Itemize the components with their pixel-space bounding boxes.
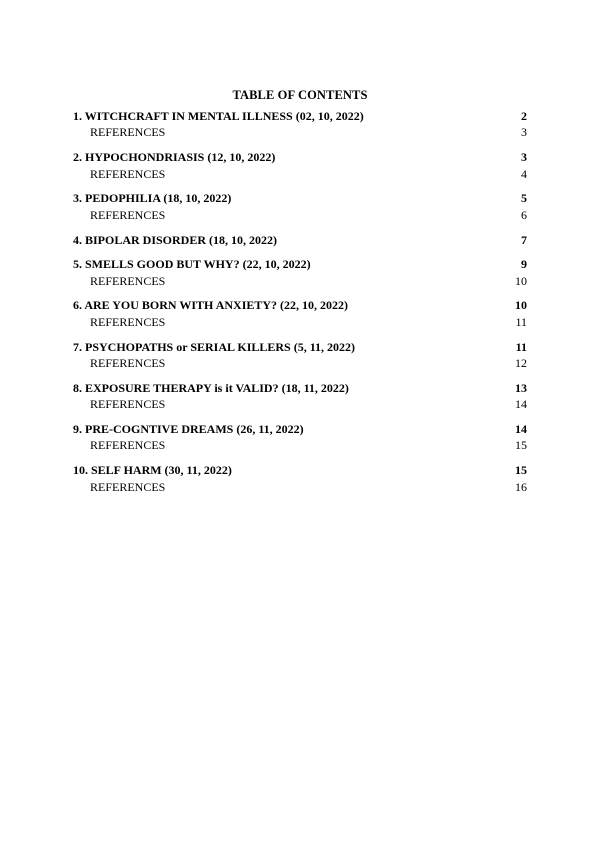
toc-page-number: 5 bbox=[521, 191, 527, 206]
toc-subentry-5[interactable] bbox=[73, 273, 527, 289]
toc-subentry-3[interactable] bbox=[73, 207, 527, 223]
toc-page-number: 10 bbox=[515, 273, 527, 288]
toc-subentry-title: REFERENCES bbox=[90, 207, 166, 222]
toc-entry-title: 5. SMELLS GOOD BUT WHY? (22, 10, 2022) bbox=[73, 257, 311, 272]
toc-entry-title: 6. ARE YOU BORN WITH ANXIETY? (22, 10, 2022) bbox=[73, 298, 349, 313]
toc-group-5 bbox=[73, 256, 527, 289]
toc-subentry-title: REFERENCES bbox=[90, 438, 166, 453]
toc-entry-title: 1. WITCHCRAFT IN MENTAL ILLNESS (02, 10, 2022) bbox=[73, 109, 364, 123]
toc-group-8 bbox=[73, 380, 527, 413]
toc-entry-7[interactable] bbox=[73, 339, 527, 355]
toc-page-number: 15 bbox=[515, 463, 527, 478]
toc-subentry-title: REFERENCES bbox=[90, 273, 166, 288]
toc-page-number: 3 bbox=[521, 125, 527, 140]
toc-entry-4[interactable] bbox=[73, 232, 527, 248]
toc-subentry-title: REFERENCES bbox=[90, 314, 166, 329]
toc-page-number: 16 bbox=[515, 479, 527, 494]
toc-subentry-10[interactable] bbox=[73, 479, 527, 495]
toc-entry-title: 2. HYPOCHONDRIASIS (12, 10, 2022) bbox=[73, 150, 276, 165]
toc-entry-10[interactable] bbox=[73, 462, 527, 478]
toc-entry-9[interactable] bbox=[73, 421, 527, 437]
toc-page-number: 4 bbox=[521, 166, 527, 181]
toc-entry-title: 4. BIPOLAR DISORDER (18, 10, 2022) bbox=[73, 232, 278, 247]
toc-entry-3[interactable] bbox=[73, 190, 527, 206]
toc-entry-title: 7. PSYCHOPATHS or SERIAL KILLERS (5, 11, 2022) bbox=[73, 339, 356, 354]
toc-entry-title: 9. PRE-COGNTIVE DREAMS (26, 11, 2022) bbox=[73, 421, 304, 436]
toc-subentry-title: REFERENCES bbox=[90, 166, 166, 181]
toc-subentry-1[interactable] bbox=[73, 124, 527, 140]
toc-subentry-2[interactable] bbox=[73, 166, 527, 182]
toc-page-number: 6 bbox=[521, 207, 527, 222]
toc-page-number: 13 bbox=[515, 380, 527, 395]
toc-subentry-8[interactable] bbox=[73, 396, 527, 412]
toc-title: TABLE OF CONTENTS bbox=[232, 88, 368, 102]
toc-entry-title: 3. PEDOPHILIA (18, 10, 2022) bbox=[73, 191, 232, 206]
toc-page-number: 11 bbox=[515, 314, 527, 329]
toc-group-7 bbox=[73, 339, 527, 372]
toc-page-number: 15 bbox=[515, 438, 527, 453]
toc-page-number: 11 bbox=[515, 339, 527, 354]
table-of-contents bbox=[73, 108, 527, 503]
toc-subentry-6[interactable] bbox=[73, 314, 527, 330]
toc-subentry-title: REFERENCES bbox=[90, 479, 166, 494]
toc-page-number: 9 bbox=[521, 257, 527, 272]
toc-entry-5[interactable] bbox=[73, 256, 527, 272]
toc-group-3 bbox=[73, 190, 527, 223]
toc-subentry-title: REFERENCES bbox=[90, 397, 166, 412]
toc-page-number: 14 bbox=[515, 397, 527, 412]
toc-page-number: 10 bbox=[515, 298, 527, 313]
toc-subentry-title: REFERENCES bbox=[90, 356, 166, 371]
toc-entry-8[interactable] bbox=[73, 380, 527, 396]
toc-group-1 bbox=[73, 108, 527, 141]
toc-group-9 bbox=[73, 421, 527, 454]
toc-group-6 bbox=[73, 297, 527, 330]
toc-subentry-title: REFERENCES bbox=[90, 125, 166, 140]
toc-group-4 bbox=[73, 232, 527, 248]
toc-entry-title: 10. SELF HARM (30, 11, 2022) bbox=[73, 463, 232, 478]
toc-group-2 bbox=[73, 149, 527, 182]
toc-entry-1[interactable] bbox=[73, 108, 527, 124]
toc-subentry-9[interactable] bbox=[73, 437, 527, 453]
toc-entry-6[interactable] bbox=[73, 297, 527, 313]
toc-page-number: 2 bbox=[521, 109, 527, 123]
toc-page-number: 14 bbox=[515, 421, 527, 436]
toc-subentry-7[interactable] bbox=[73, 355, 527, 371]
toc-group-10 bbox=[73, 462, 527, 495]
toc-entry-2[interactable] bbox=[73, 149, 527, 165]
toc-page-number: 3 bbox=[521, 150, 527, 165]
toc-page-number: 7 bbox=[521, 232, 527, 247]
toc-entry-title: 8. EXPOSURE THERAPY is it VALID? (18, 11, 2022) bbox=[73, 380, 349, 395]
toc-page-number: 12 bbox=[515, 356, 527, 371]
